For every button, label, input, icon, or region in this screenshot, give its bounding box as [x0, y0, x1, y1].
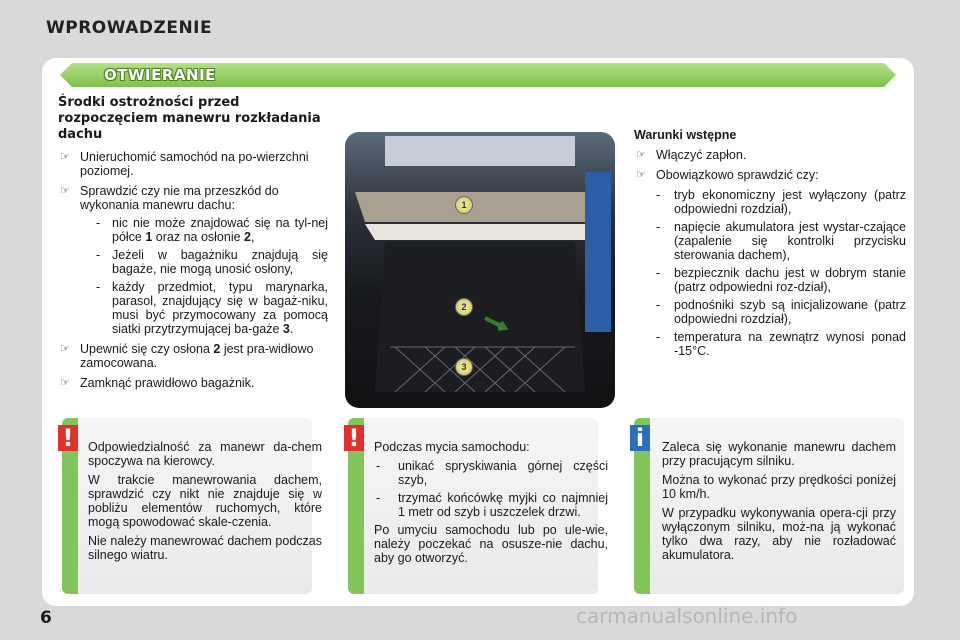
page-number: 6 — [40, 608, 52, 628]
info-note-text: Zaleca się wykonanie manewru dachem przy pracującym silniku. Można to wykonać przy prędkości poniżej 10 km/h. W przypadku wykonywania opera-cji przy wyłączonym silniku, moż-na ją wykonać tylko dwa razy, aby nie rozładować akumulatora. — [662, 440, 896, 562]
callout-1: 1 — [455, 196, 473, 214]
sub-item: - Jeżeli w bagażniku znajdują się bagaże, nie mogą unosić osłony, — [96, 248, 328, 276]
trunk-photo — [345, 132, 615, 408]
warning-icon: ! — [58, 425, 78, 451]
pointing-hand-icon: ☞ — [60, 343, 70, 355]
list-item: ☞ Upewnić się czy osłona 2 jest pra-widłowo zamocowana. — [60, 342, 314, 370]
info-icon: i — [630, 425, 650, 451]
check-item: - napięcie akumulatora jest wystar-czające (zapalenie się kontrolki przycisku sterowania dachem), — [656, 220, 906, 262]
car-body-side — [585, 172, 611, 332]
dash-bullet: - — [96, 216, 101, 230]
dash-bullet: - — [96, 248, 101, 262]
list-item: ☞ Obowiązkowo sprawdzić czy: — [636, 168, 819, 182]
list-item: ☞ Włączyć zapłon. — [636, 148, 747, 162]
sub-item: - nic nie może znajdować się na tyl-nej półce 1 oraz na osłonie 2, — [96, 216, 328, 244]
precautions-list — [58, 150, 328, 396]
watermark: carmanualsonline.info — [576, 604, 798, 628]
warning-note-2-text: Podczas mycia samochodu: - unikać spryskiwania górnej części szyb, - trzymać końcówkę myjki co najmniej 1 metr od szyb i uszczelek drzwi. Po umyciu samochodu lub po ule-wie, należy poczekać na osusze-nie dachu, aby go otworzyć. — [374, 440, 608, 565]
list-item: ☞ Zamknąć prawidłowo bagażnik. — [60, 376, 255, 390]
warning-note-1-text: Odpowiedzialność za manewr da-chem spoczywa na kierowcy. W trakcie manewrowania dachem, sprawdzić czy nikt nie znajduje się w pobliżu elementów ruchomych, które mogą spowodować skale-czenia. Nie należy manewrować dachem podczas silnego wiatru. — [88, 440, 322, 562]
sub-item: - każdy przedmiot, typu marynarka, parasol, znajdujący się w bagaż-niku, musi być przymocowany za pomocą siatki przytrzymującej ba-gaże 3. — [96, 280, 328, 336]
list-item: ☞ Sprawdzić czy nie ma przeszkód do wykonania manewru dachu: - nic nie może znajdować się na tyl-nej półce 1 oraz na osłonie 2, - Jeżeli w bagażniku znajdują się bagaże, nie mogą unosić osłony, - każdy przedmiot, typu marynarka, parasol, znajdujący się w bagaż-niku, musi być przymocowany za pomocą siatki przytrzymującej ba-gaże 3. — [60, 184, 328, 336]
pointing-hand-icon: ☞ — [636, 149, 646, 161]
pointing-hand-icon: ☞ — [60, 151, 70, 163]
section-title: OTWIERANIE — [104, 66, 216, 84]
check-item: - tryb ekonomiczny jest wyłączony (patrz odpowiedni rozdział), — [656, 188, 906, 216]
pointing-hand-icon: ☞ — [60, 185, 70, 197]
rear-shelf — [355, 192, 605, 222]
warning-icon: ! — [344, 425, 364, 451]
list-item: ☞ Unieruchomić samochód na po-wierzchni poziomej. — [60, 150, 309, 178]
check-item: - temperatura na zewnątrz wynosi ponad -15°C. — [656, 330, 906, 358]
check-item: - podnośniki szyb są inicjalizowane (patrz odpowiedni rozdział), — [656, 298, 906, 326]
precautions-heading: Środki ostrożności przed rozpoczęciem manewru rozkładania dachu — [58, 95, 321, 142]
pointing-hand-icon: ☞ — [60, 377, 70, 389]
page-title: WPROWADZENIE — [46, 18, 213, 38]
trunk-illustration — [345, 132, 615, 408]
dash-bullet: - — [96, 280, 101, 294]
prerequisites-block — [634, 128, 906, 362]
prerequisites-title: Warunki wstępne — [634, 128, 737, 142]
pointing-hand-icon: ☞ — [636, 169, 646, 181]
callout-2: 2 — [455, 298, 473, 316]
cover-strip — [365, 224, 595, 240]
cabin-seats — [385, 136, 575, 166]
check-item: - bezpiecznik dachu jest w dobrym stanie (patrz odpowiedni roz-dział), — [656, 266, 906, 294]
callout-3: 3 — [455, 358, 473, 376]
